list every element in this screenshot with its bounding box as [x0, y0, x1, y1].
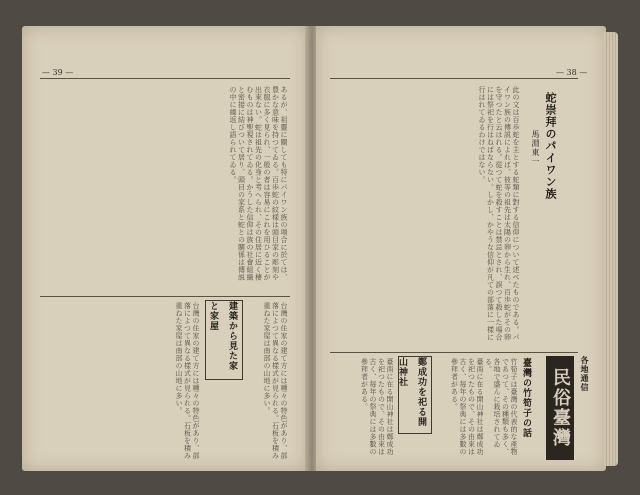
lower-article-body-2b: 臺南に在る開山神社は鄭成功を祀つたもので、その由來は古く、毎年の祭典には多數の參拜者がある。	[450, 358, 484, 456]
article-body-left: あるが、祖靈に關しても特にパイワン族の場合に於ては、豊かな意味を持つてゐる。百歩蛇の紋樣は頭目家の彫刻や衣服に多く見られ、一般の者は容易にこれを用ひることが出來ない。蛇は祖先の化身と考へられ、その住居に近く棲むものは神聖視されてゐる。かうした信仰は族の社會組織と密接に結びついて居り、頭目の家系と蛇との關係は傳説の中に繰返し語られてゐる。	[229, 86, 288, 281]
lower-article-body-2: 臺南に在る開山神社は鄭成功を祀つたもので、その由來は古く、毎年の祭典には多數の參拜者がある。	[360, 358, 394, 456]
lower-headline-box-1	[205, 300, 243, 380]
header-rule-right	[330, 78, 578, 79]
lower-headline-1: 建築から見た家と家屋	[208, 301, 237, 371]
page-number-left: — 39 —	[42, 68, 74, 77]
section-rule-left	[40, 296, 290, 297]
article-body-right: 此の文は百歩蛇を主とする蛇類に對する信仰について述べたものである。パイワン族の傳説によれば、彼等の祖先は太陽の卵から生れ、百歩蛇がその卵を守つたと云はれる。從つて蛇を殺すことは禁忌とされ、誤つて殺した場合には祭祀を行はねばならない。しかし、かやうな信仰が凡ての部落に一樣に行はれてゐるわけではない。	[478, 86, 520, 341]
section-rule-right	[330, 352, 578, 353]
lower-article-body-1b: 台灣の住家の建て方には種々の特色があり、部落によつて異なる樣式が見られる。石板を積み重ねた家屋は南部の山地に多い。	[263, 302, 288, 460]
column-header: 各地通信	[580, 356, 590, 392]
lower-article-body-1: 台灣の住家の建て方には種々の特色があり、部落によつて異なる樣式が見られる。石板を積み重ねた家屋は南部の山地に多い。	[175, 302, 200, 460]
header-rule-left	[40, 78, 290, 79]
lower-headline-3: 臺灣の竹筍子の話	[521, 358, 531, 438]
lower-headline-2: 鄭成功を祀る開山神社	[397, 357, 426, 427]
page-number-right: — 38 —	[556, 68, 588, 77]
lower-article-body-3: 竹筍子は臺灣の代表的な產物であつて、その種類も多く、各地で盛んに栽培されてゐる。	[484, 358, 518, 456]
lower-headline-box-2	[398, 356, 432, 434]
article-author: 馬淵東一	[531, 130, 540, 166]
page-edges	[604, 32, 618, 466]
magazine-mark: 民俗臺灣	[546, 356, 574, 460]
article-title: 蛇崇拜のパイワン族	[544, 92, 557, 200]
